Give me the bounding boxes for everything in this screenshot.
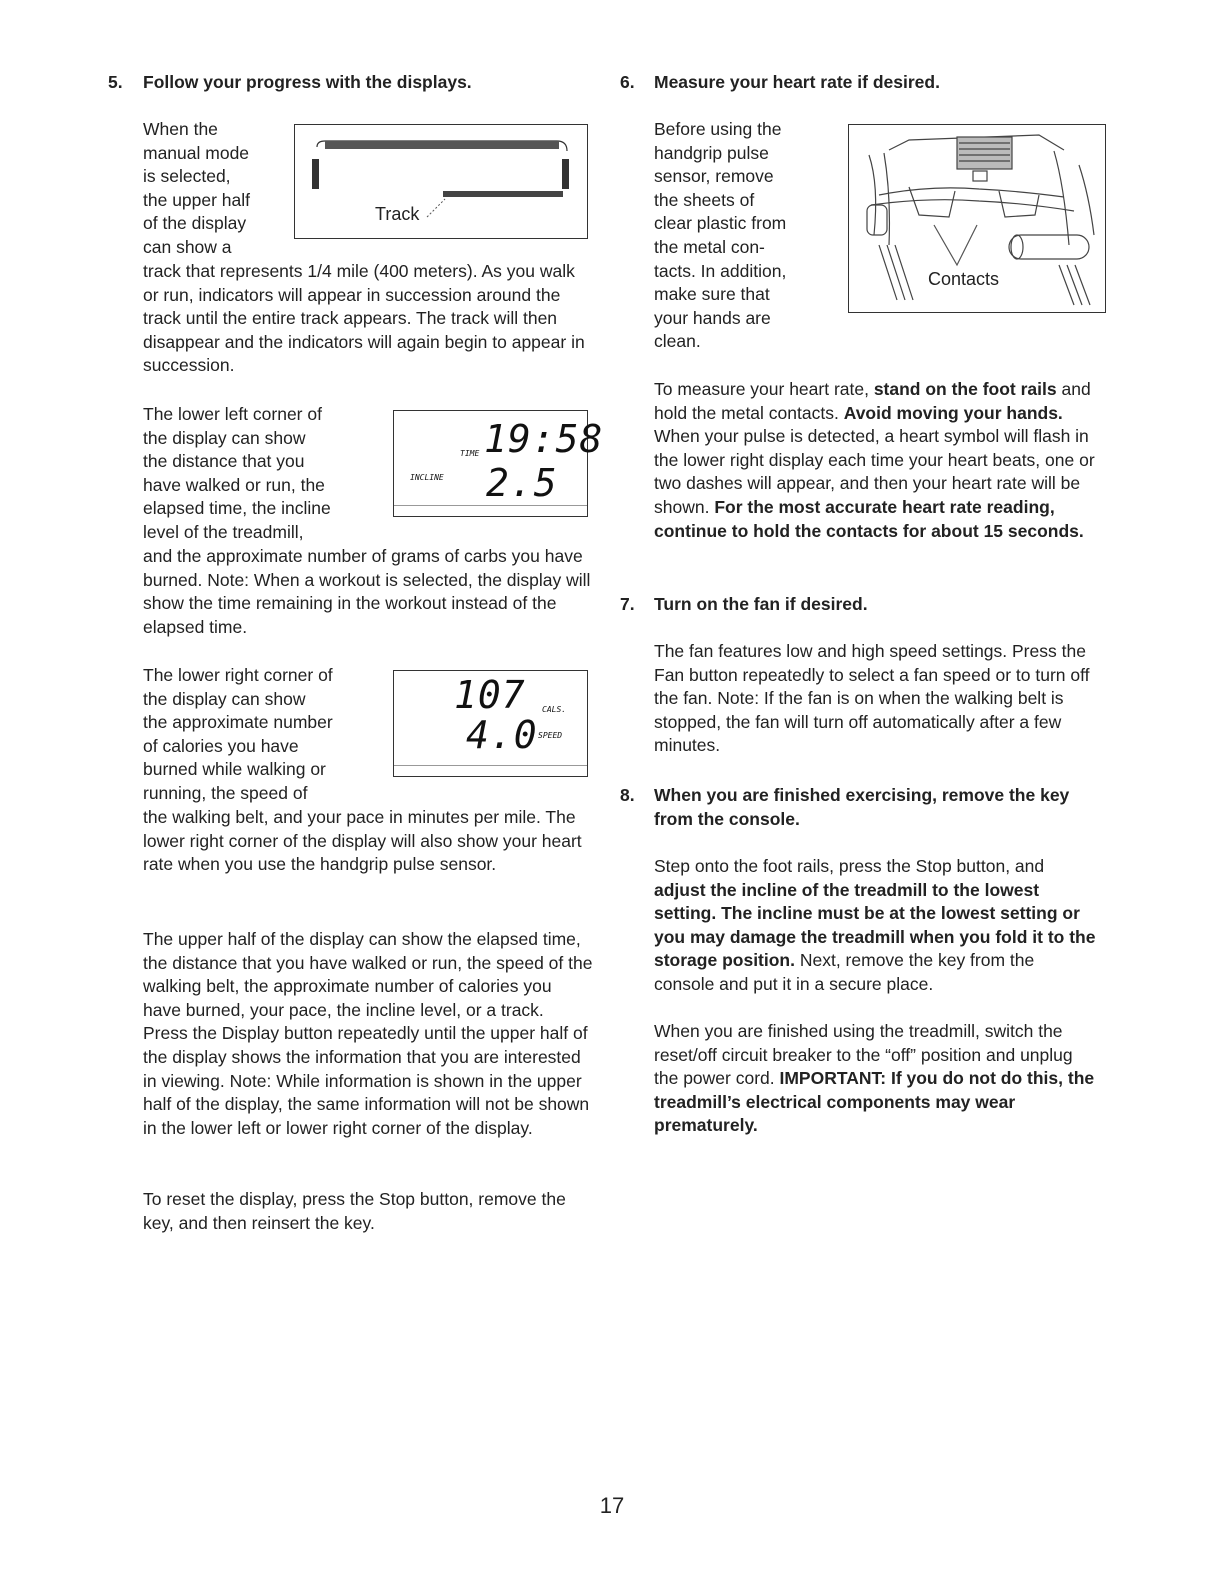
text-run: and hold the metal contacts.: [654, 379, 1091, 423]
text-line: the sheets of: [654, 189, 755, 210]
section-5-p1-wrap: [143, 118, 283, 260]
text-line: of the display: [143, 213, 247, 234]
text-line: sensor, remove: [654, 166, 774, 187]
text-line: Before using the: [654, 119, 782, 139]
text-line: The lower right corner of: [143, 665, 333, 685]
track-label: Track: [375, 204, 420, 224]
divider: [394, 765, 587, 766]
time-value: 19:58: [484, 417, 604, 461]
section-5-p5: To reset the display, press the Stop button, remove the key, and then reinsert the key.: [143, 1189, 566, 1233]
text-line: make sure that: [654, 284, 770, 305]
text-line: clear plastic from: [654, 213, 787, 234]
calories-value: 107: [454, 673, 526, 717]
text-line: handgrip pulse: [654, 142, 769, 163]
text-line: The lower left corner of: [143, 404, 322, 424]
text-run: When your pulse is detected, a heart symbol will flash in the lower right display each time your heart beats, one or two dashes will appear, and then your heart rate will be shown.: [654, 426, 1095, 517]
text-run-bold: For the most accurate heart rate reading, continue to hold the contacts for about 15 seconds.: [654, 496, 1084, 541]
text-line: of calories you have: [143, 735, 299, 756]
text-run: When you are finished using the treadmill, switch the reset/off circuit breaker to the “off” position and unplug the power cord.: [654, 1021, 1073, 1089]
text-line: the distance that you: [143, 451, 305, 472]
section-5-heading: Follow your progress with the displays.: [143, 72, 472, 92]
section-8-number: 8.: [620, 785, 635, 805]
section-6-number: 6.: [620, 72, 635, 92]
time-incline-display-figure: [393, 410, 604, 517]
incline-value: 2.5: [486, 461, 558, 505]
time-label: TIME: [460, 449, 480, 458]
text-line: the upper half: [143, 189, 251, 210]
section-7-p1: The fan features low and high speed settings. Press the Fan button repeatedly to select a fan speed or to turn off the fan. Note: If the fan is on when the walking belt is stopped, the fan will turn off automatically after a few minutes.: [654, 641, 1090, 756]
section-8-p2: [654, 1020, 1099, 1138]
text-line: elapsed time, the incline: [143, 498, 331, 519]
track-display-figure: [294, 124, 588, 239]
text-run: To measure your heart rate,: [654, 379, 874, 399]
incline-label: INCLINE: [410, 473, 444, 482]
text-line: your hands are: [654, 307, 771, 328]
section-5-p2-wrap: [143, 403, 373, 545]
text-line: the approximate number: [143, 712, 333, 733]
text-run-bold: adjust the incline of the treadmill to the lowest setting. The incline must be at the lowest setting or you may damage the treadmill when you fold it to the storage position.: [654, 879, 1096, 971]
section-5-p4: The upper half of the display can show the elapsed time, the distance that you have walked or run, the speed of the walking belt, the approximate number of calories you have burned, your pace, the incline level, or a track. Press the Display button repeatedly until the upper half of the display shows the information that you are interested in viewing. Note: While information is shown in the upper half of the display, the same information will not be shown in the lower left or lower right corner of the display.: [143, 929, 593, 1138]
calories-label: CALS.: [542, 705, 567, 714]
section-5-number: 5.: [108, 72, 123, 92]
text-line: the display can show: [143, 427, 306, 448]
section-5-p3-wrap: [143, 664, 373, 806]
section-8-heading: When you are finished exercising, remove the key from the console.: [654, 785, 1070, 829]
text-run: Next, remove the key from the console and put it in a secure place.: [654, 950, 1035, 994]
section-6-heading: Measure your heart rate if desired.: [654, 72, 940, 92]
section-6-p2: [654, 378, 1099, 543]
section-6-p1-wrap: [654, 118, 834, 354]
handgrip-contacts-figure: [848, 124, 1106, 313]
text-line: running, the speed of: [143, 782, 308, 803]
text-run-bold: Avoid moving your hands.: [843, 402, 1063, 423]
text-line: is selected,: [143, 166, 231, 187]
section-5-p1: track that represents 1/4 mile (400 meters). As you walk or run, indicators will appear in succession around the track until the entire track appears. The track will then disappear and the indicators will again begin to appear in succession.: [143, 261, 585, 376]
speed-label: SPEED: [538, 731, 563, 740]
text-line: manual mode: [143, 142, 250, 163]
text-line: tacts. In addition,: [654, 260, 787, 281]
cals-speed-display-figure: [393, 670, 588, 777]
text-run-bold: stand on the foot rails: [873, 379, 1057, 399]
text-line: burned while walking or: [143, 759, 326, 780]
contacts-label: Contacts: [928, 268, 999, 292]
section-5-p2: and the approximate number of grams of carbs you have burned. Note: When a workout is selected, the display will show the time remaining in the workout instead of the elapsed time.: [143, 546, 591, 637]
text-line: can show a: [143, 236, 232, 257]
text-line: the metal con-: [654, 236, 765, 257]
section-7-heading: Turn on the fan if desired.: [654, 594, 868, 614]
section-8-p1: [654, 855, 1099, 997]
divider: [394, 505, 587, 506]
page-number: 17: [599, 1493, 625, 1518]
speed-value: 4.0: [466, 713, 538, 757]
text-line: have walked or run, the: [143, 474, 325, 495]
track-diagram: [295, 125, 587, 238]
section-5-p3: the walking belt, and your pace in minutes per mile. The lower right corner of the display will also show your heart rate when you use the handgrip pulse sensor.: [143, 807, 582, 875]
text-line: clean.: [654, 331, 701, 352]
section-7-number: 7.: [620, 594, 635, 614]
text-line: the display can show: [143, 688, 306, 709]
text-line: When the: [143, 119, 218, 139]
text-run-bold: IMPORTANT: If you do not do this, the treadmill’s electrical components may wear prematurely.: [654, 1068, 1095, 1136]
text-line: level of the treadmill,: [143, 521, 304, 542]
text-run: Step onto the foot rails, press the Stop button, and: [654, 856, 1045, 876]
